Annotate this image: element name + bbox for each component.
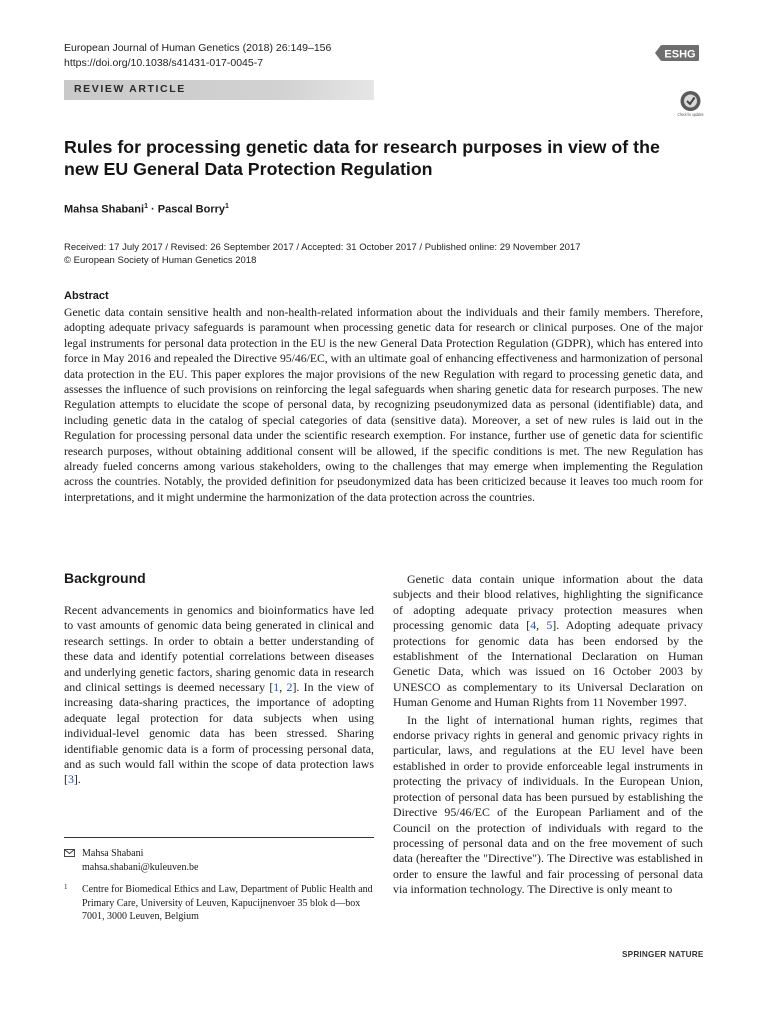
contact-name: Mahsa Shabani [82,848,144,859]
body-text: ]. In the view of increasing data-sharing practices, the importance of adopting adequate legal protection for data subjects when using individual-level genomic data has been stressed. Sharing identifiable genomic data is a form of processing personal data, and as such would fall within the scope of data protection laws [ [64,680,374,787]
abstract-text: Genetic data contain sensitive health and non-health-related information about the individuals and their family members. Therefore, adopting adequate privacy safeguards is paramount when processing genetic data for research or clinical purposes. One of the major legal instruments for personal data protection in the EU is the new General Data Protection Regulation (GDPR), which has entered into force in May 2016 and repealed the Directive 95/46/EC, with an ultimate goal of enhancing effectiveness and harmonization of personal data protection in the EU. This paper explores the major provisions of the new Regulation with regard to processing genetic data, and assesses the influence of such provisions on reinforcing the legal safeguards when sharing genetic data for research purposes. The new Regulation attempts to elucidate the scope of personal data, by recognizing pseudonymized data as personal (identifiable) data, and including genetic data in the catalog of special categories of data (sensitive data). Moreover, a set of new rules is laid out in the Regulation for processing personal data under the scientific research exemption. For instance, further use of genetic data for scientific research purposes, without obtaining additional consent will be allowed, if the specific conditions is met. The new Regulation has already fueled concerns among various stakeholders, owing to the challenges that may emerge when implementing the Regulation across the countries. Notably, the provided definition for pseudonymized data has been criticized because it leaves too much room for interpretations, and it might undermine the harmonization of the data protection across the countries. [64,306,703,504]
citation-link[interactable]: 1 [273,680,280,695]
citation-separator: , [536,618,547,633]
envelope-icon [64,849,75,857]
body-text: ]. Adopting adequate privacy protections for genomic data has been endorsed by the establishment of the International Declaration on Human Genetic Data, which was issued on 16 October 2003 by UNESCO as complementary to its Universal Declaration on Human Genome and Human Rights from 11 November 1997. [393,618,703,710]
author-list [64,203,229,216]
citation-link[interactable]: 2 [286,680,293,695]
abstract-heading: Abstract [64,290,109,302]
journal-citation: European Journal of Human Genetics (2018) 26:149–156 [64,42,332,54]
contact-email[interactable]: mahsa.shabani@kuleuven.be [82,861,199,873]
publication-history [64,241,581,267]
body-paragraph [64,603,374,788]
left-column [64,603,374,788]
citation-link[interactable]: 5 [546,618,553,633]
doi-link[interactable]: https://doi.org/10.1038/s41431-017-0045-7 [64,57,264,69]
journal-header [64,41,331,71]
author-affiliation-mark: 1 [225,203,229,210]
publisher-logo: SPRINGER NATURE [622,950,704,959]
copyright-line: © European Society of Human Genetics 2018 [64,255,257,266]
affiliation-mark: 1 [64,883,68,891]
body-text: Recent advancements in genomics and bioinformatics have led to vast amounts of genomic data being generated in clinical and research settings. In order to obtain a better understanding of these data and identify potential correlations between diseases and underlying genetic factors, sharing genomic data in research and clinical settings is deemed necessary [ [64,603,374,695]
eshg-logo [653,42,701,64]
footnote-divider [64,837,374,838]
crossmark-icon[interactable] [677,90,704,125]
author-name[interactable]: Mahsa Shabani [64,203,145,216]
eshg-logo-text: ESHG [664,48,696,61]
publication-dates: Received: 17 July 2017 / Revised: 26 September 2017 / Accepted: 31 October 2017 / Published online: 29 November 2017 [64,242,581,253]
citation-link[interactable]: 3 [67,772,74,787]
crossmark-caption: Check for updates [677,112,704,117]
author-affiliation-mark: 1 [144,203,148,210]
body-paragraph: In the light of international human rights, regimes that endorse privacy rights in general and genomic privacy rights in particular, laws, and regulations at the EU level have been established in order to provide enforceable legal instruments in protecting the privacy of individuals. In the European Union, protection of personal data has been pursued by establishing the Directive 95/46/EC of the European Parliament and of the Council on the protection of individuals with regard to the processing of personal data and on the free movement of such data (hereafter the "Directive"). The Directive was established in order to ensure the lawful and fair processing of personal data via information technology. The Directive is only meant to [393,712,703,897]
article-type-banner [64,80,374,100]
article-type-label: REVIEW ARTICLE [74,83,186,95]
body-text: ]. [73,772,81,787]
citation-link[interactable]: 4 [530,618,537,633]
body-text: Genetic data contain unique information about the data subjects and their blood relatives, highlighting the significance of adopting adequate privacy protection measures when processing genomic data [ [393,572,703,633]
citation-separator: , [279,680,287,695]
affiliation-text: Centre for Biomedical Ethics and Law, Department of Public Health and Primary Care, University of Leuven, Kapucijnenvoer 35 blok d—box 7001, 3000 Leuven, Belgium [82,884,373,922]
article-title: Rules for processing genetic data for research purposes in view of the new EU General Data Protection Regulation [64,137,660,179]
body-paragraph [393,572,703,711]
right-column [393,572,703,898]
author-name[interactable]: Pascal Borry [157,203,226,216]
author-separator: · [147,203,158,216]
section-heading-background: Background [64,570,146,586]
